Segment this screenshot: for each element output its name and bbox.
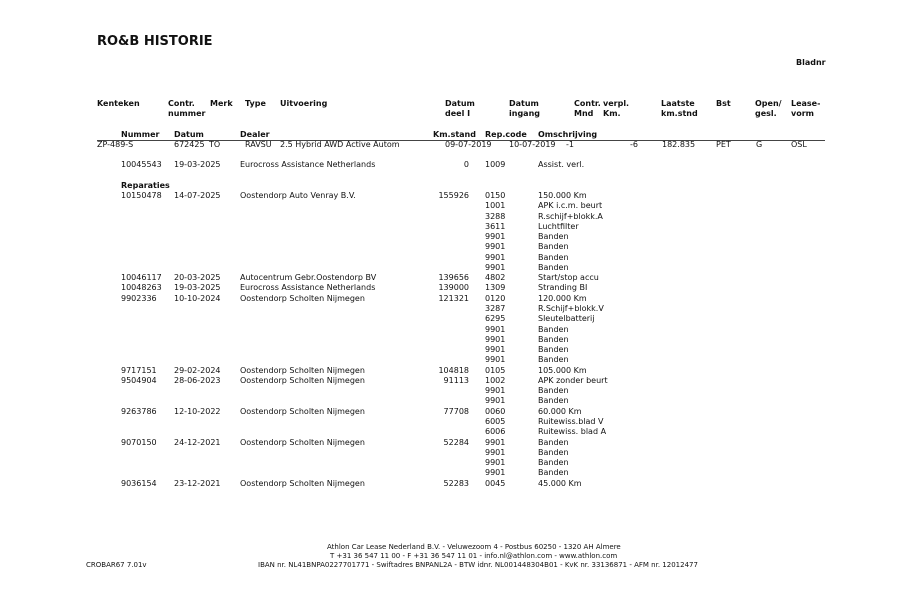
row-km: 121321 xyxy=(438,293,469,303)
assist-omschrijving: Assist. verl. xyxy=(538,160,585,169)
header-laatste-km: Laatste km.stnd xyxy=(661,99,698,118)
row-omschrijving: Ruitewiss.blad V xyxy=(538,416,604,426)
header-uitvoering: Uitvoering xyxy=(280,99,328,108)
row-nummer: 9070150 xyxy=(121,437,157,447)
row-nummer: 9902336 xyxy=(121,293,157,303)
row-omschrijving: Banden xyxy=(538,355,569,365)
header-merk: Merk xyxy=(210,99,233,108)
vehicle-datum-ingang: 10-07-2019 xyxy=(509,140,556,149)
row-omschrijving: 150.000 Km xyxy=(538,191,587,200)
header-bst: Bst xyxy=(716,99,731,108)
row-omschrijving: 105.000 Km xyxy=(538,365,587,375)
row-omschrijving: Banden xyxy=(538,232,569,242)
row-nummer: 10150478 xyxy=(121,191,162,200)
row-omschrijving: APK i.c.m. beurt xyxy=(538,201,603,211)
row-repcode: 9901 xyxy=(485,242,506,252)
header-datum-deel: Datum deel I xyxy=(445,99,475,118)
header-omschrijving: Omschrijving xyxy=(538,130,598,139)
row-dealer: Oostendorp Auto Venray B.V. xyxy=(240,191,356,200)
header-lease-vorm: Lease- vorm xyxy=(791,99,821,118)
row-omschrijving: 60.000 Km xyxy=(538,406,582,416)
row-dealer: Oostendorp Scholten Nijmegen xyxy=(240,437,365,447)
vehicle-lease: OSL xyxy=(791,140,807,149)
assist-km: 0 xyxy=(463,160,469,169)
row-datum: 12-10-2022 xyxy=(174,406,221,416)
header-datum-ingang: Datum ingang xyxy=(509,99,540,118)
vehicle-merk: TO xyxy=(209,140,221,149)
vehicle-bst: PET xyxy=(716,140,731,149)
row-datum: 20-03-2025 xyxy=(174,273,221,283)
row-omschrijving: 45.000 Km xyxy=(538,478,582,488)
assist-code: 1009 xyxy=(485,160,506,169)
row-omschrijving: Banden xyxy=(538,437,569,447)
page-number-label: Bladnr xyxy=(796,58,826,67)
row-omschrijving: Luchtfilter xyxy=(538,221,579,231)
row-nummer: 9036154 xyxy=(121,478,157,488)
row-repcode: 3288 xyxy=(485,211,506,221)
row-repcode: 6295 xyxy=(485,314,506,324)
row-repcode: 0150 xyxy=(485,191,506,200)
vehicle-uitvoering: 2.5 Hybrid AWD Active Autom xyxy=(280,140,400,149)
row-km: 139000 xyxy=(438,283,469,293)
row-omschrijving: Banden xyxy=(538,262,569,272)
vehicle-open: G xyxy=(756,140,763,149)
row-omschrijving: Banden xyxy=(538,396,569,406)
row-omschrijving: APK zonder beurt xyxy=(538,375,608,385)
row-dealer: Autocentrum Gebr.Oostendorp BV xyxy=(240,273,377,283)
row-omschrijving: Banden xyxy=(538,345,569,354)
header-kmstand: Km.stand xyxy=(433,130,476,139)
row-dealer: Oostendorp Scholten Nijmegen xyxy=(240,406,365,416)
header-datum: Datum xyxy=(174,130,204,139)
row-datum: 14-07-2025 xyxy=(174,191,221,200)
header-contr-nummer: Contr. nummer xyxy=(168,99,206,118)
row-omschrijving: 120.000 Km xyxy=(538,293,587,303)
header-open-gesl: Open/ gesl. xyxy=(755,99,782,118)
row-omschrijving: Banden xyxy=(538,334,569,344)
row-omschrijving: Banden xyxy=(538,324,569,334)
row-datum: 23-12-2021 xyxy=(174,478,221,488)
row-km: 104818 xyxy=(438,365,469,375)
row-dealer: Eurocross Assistance Netherlands xyxy=(240,283,376,293)
row-omschrijving: Banden xyxy=(538,252,569,262)
row-km: 91113 xyxy=(443,375,469,385)
row-repcode: 9901 xyxy=(485,437,506,447)
row-datum: 10-10-2024 xyxy=(174,293,221,303)
row-nummer: 9717151 xyxy=(121,365,157,375)
header-type: Type xyxy=(245,99,266,108)
row-repcode: 0120 xyxy=(485,293,506,303)
row-repcode: 9901 xyxy=(485,355,506,365)
row-nummer: 10046117 xyxy=(121,273,162,283)
row-nummer: 10048263 xyxy=(121,283,162,293)
assist-datum: 19-03-2025 xyxy=(174,160,221,169)
row-repcode: 9901 xyxy=(485,262,506,272)
row-datum: 29-02-2024 xyxy=(174,365,221,375)
row-datum: 19-03-2025 xyxy=(174,283,221,293)
row-omschrijving: Banden xyxy=(538,458,569,467)
vehicle-type: RAVSU xyxy=(245,140,272,149)
row-omschrijving: Start/stop accu xyxy=(538,273,599,283)
row-repcode: 9901 xyxy=(485,396,506,406)
vehicle-km: -6 xyxy=(630,140,638,149)
assist-dealer: Eurocross Assistance Netherlands xyxy=(240,160,376,169)
row-repcode: 9901 xyxy=(485,458,506,467)
reparaties-label: Reparaties xyxy=(121,181,170,190)
row-dealer: Oostendorp Scholten Nijmegen xyxy=(240,293,365,303)
row-repcode: 1309 xyxy=(485,283,506,293)
row-km: 77708 xyxy=(443,406,469,416)
row-repcode: 4802 xyxy=(485,273,506,283)
row-repcode: 0060 xyxy=(485,406,506,416)
row-omschrijving: Ruitewiss. blad A xyxy=(538,427,607,437)
footer-legal: IBAN nr. NL41BNPA0227701771 - Swiftadres BNPANL2A - BTW idnr. NL001448304B01 - KvK nr. 33136871 - AFM nr. 12012477 xyxy=(258,561,698,569)
header-nummer: Nummer xyxy=(121,130,160,139)
row-omschrijving: R.Schijf+blokk.V xyxy=(538,304,604,313)
header-dealer: Dealer xyxy=(240,130,270,139)
row-omschrijving: Banden xyxy=(538,447,569,457)
row-repcode: 9901 xyxy=(485,345,506,354)
row-km: 52284 xyxy=(443,437,469,447)
row-repcode: 9901 xyxy=(485,252,506,262)
footer-address: Athlon Car Lease Nederland B.V. - Veluwezoom 4 - Postbus 60250 - 1320 AH Almere xyxy=(327,543,621,551)
row-dealer: Oostendorp Scholten Nijmegen xyxy=(240,365,365,375)
row-nummer: 9504904 xyxy=(121,375,157,385)
row-repcode: 3611 xyxy=(485,221,506,231)
row-repcode: 6005 xyxy=(485,416,506,426)
assist-nummer: 10045543 xyxy=(121,160,162,169)
row-repcode: 9901 xyxy=(485,468,506,478)
row-repcode: 1001 xyxy=(485,201,506,211)
row-repcode: 6006 xyxy=(485,427,506,437)
row-km: 139656 xyxy=(438,273,469,283)
row-repcode: 9901 xyxy=(485,232,506,242)
footer-form-code: CROBAR67 7.01v xyxy=(86,561,147,569)
row-omschrijving: Banden xyxy=(538,386,569,396)
row-repcode: 0105 xyxy=(485,365,506,375)
row-repcode: 3287 xyxy=(485,304,506,313)
vehicle-mnd: -1 xyxy=(566,140,574,149)
row-omschrijving: R.schijf+blokk.A xyxy=(538,211,603,221)
row-nummer: 9263786 xyxy=(121,406,157,416)
footer-contact: T +31 36 547 11 00 - F +31 36 547 11 01 - info.nl@athlon.com - www.athlon.com xyxy=(330,552,618,560)
row-omschrijving: Banden xyxy=(538,468,569,478)
row-datum: 24-12-2021 xyxy=(174,437,221,447)
row-repcode: 9901 xyxy=(485,334,506,344)
row-km: 52283 xyxy=(443,478,469,488)
row-omschrijving: Sleutelbatterij xyxy=(538,314,595,324)
header-kenteken: Kenteken xyxy=(97,99,140,108)
vehicle-laatste-km: 182.835 xyxy=(662,140,696,149)
row-omschrijving: Stranding BI xyxy=(538,283,588,293)
row-repcode: 9901 xyxy=(485,447,506,457)
row-dealer: Oostendorp Scholten Nijmegen xyxy=(240,375,365,385)
header-contr-mnd: Contr. Mnd xyxy=(574,99,601,118)
row-omschrijving: Banden xyxy=(538,242,569,252)
row-km: 155926 xyxy=(438,191,469,200)
row-repcode: 9901 xyxy=(485,386,506,396)
row-repcode: 0045 xyxy=(485,478,506,488)
header-repcode: Rep.code xyxy=(485,130,527,139)
vehicle-kenteken: ZP-489-S xyxy=(97,140,134,149)
row-repcode: 9901 xyxy=(485,324,506,334)
page-title: RO&B HISTORIE xyxy=(97,34,213,49)
row-datum: 28-06-2023 xyxy=(174,375,221,385)
vehicle-contract: 672425 xyxy=(174,140,205,149)
row-dealer: Oostendorp Scholten Nijmegen xyxy=(240,478,365,488)
row-repcode: 1002 xyxy=(485,375,506,385)
vehicle-datum-deel: 09-07-2019 xyxy=(445,140,492,149)
header-verpl-km: verpl. Km. xyxy=(603,99,630,118)
